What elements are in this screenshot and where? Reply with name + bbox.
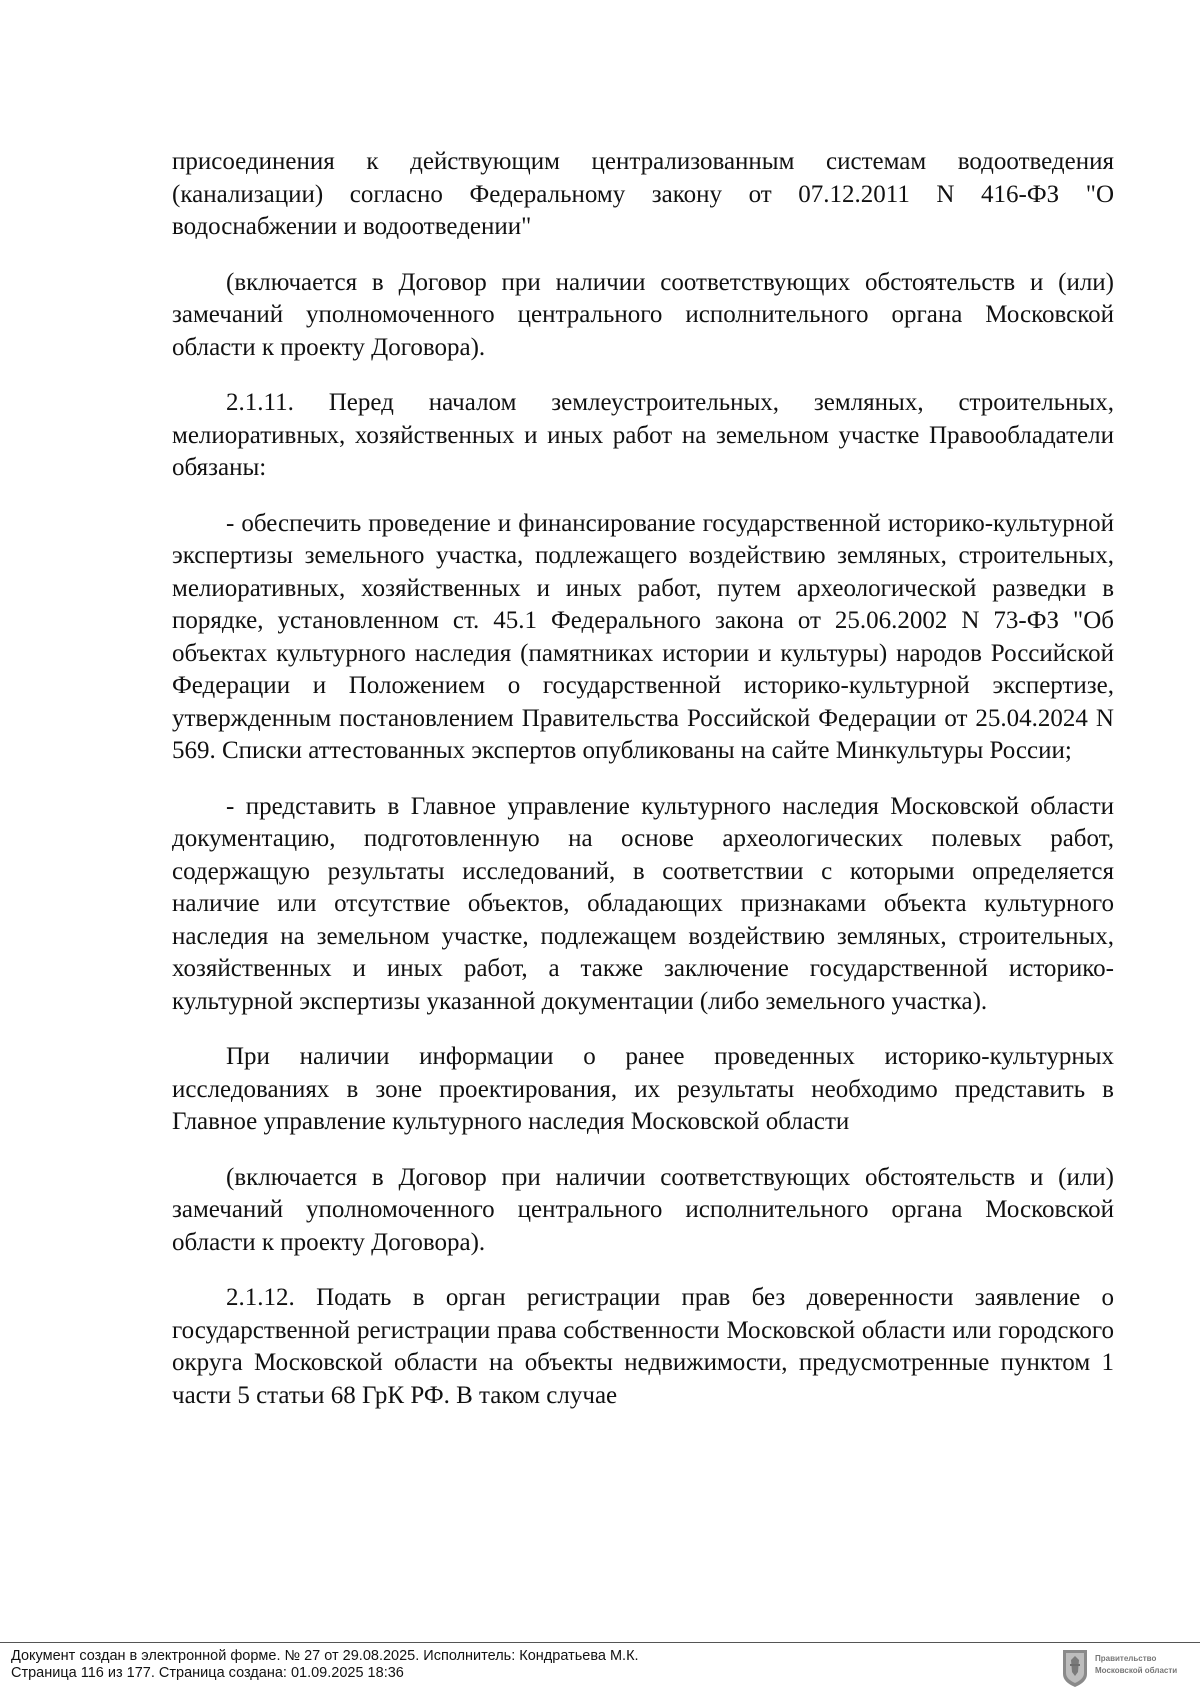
- footer-document-info: Документ создан в электронной форме. № 27 от 29.08.2025. Исполнитель: Кондратьева М.К.: [11, 1648, 639, 1664]
- coat-of-arms-icon: [1061, 1648, 1089, 1688]
- document-body: [172, 146, 1114, 1435]
- paragraph-clause-2-1-12: 2.1.12. Подать в орган регистрации прав без доверенности заявление о государственной регистрации права собственности Московской области или городского округа Московской области на объекты недвижимости, предусмотренные пунктом 1 части 5 статьи 68 ГрК РФ. В таком случае: [172, 1284, 1114, 1409]
- paragraph-clause-2-1-11: 2.1.11. Перед началом землеустроительных, земляных, строительных, мелиоративных, хозяйственных и иных работ на земельном участке Правообладатели обязаны:: [172, 389, 1114, 481]
- paragraph-note: (включается в Договор при наличии соответствующих обстоятельств и (или) замечаний уполномоченного центрального исполнительного органа Московской области к проекту Договора).: [172, 268, 1114, 361]
- paragraph-continuation: присоединения к действующим централизованным системам водоотведения (канализации) согласно Федеральному закону от 07.12.2011 N 416-ФЗ "О водоснабжении и водоотведении": [172, 148, 1114, 240]
- paragraph-bullet-expertise: - обеспечить проведение и финансирование государственной историко-культурной экспертизы земельного участка, подлежащего воздействию земляных, строительных, мелиоративных, хозяйственных и иных работ, путем археологической разведки в порядке, установленном ст. 45.1 Федерального закона от 25.06.2002 N 73-ФЗ "Об объектах культурного наследия (памятниках истории и культуры) народов Российской Федерации и Положением о государственной историко-культурной экспертизе, утвержденным постановлением Правительства Российской Федерации от 25.04.2024 N 569. Списки аттестованных экспертов опубликованы на сайте Минкультуры России;: [172, 509, 1114, 764]
- paragraph-prior-research: При наличии информации о ранее проведенных историко-культурных исследованиях в зоне проектирования, их результаты необходимо представить в Главное управление культурного наследия Московской области: [172, 1043, 1114, 1135]
- footer-page-info: Страница 116 из 177. Страница создана: 01.09.2025 18:36: [11, 1665, 404, 1681]
- government-logo: [1061, 1646, 1191, 1690]
- footer-divider: [0, 1642, 1200, 1643]
- paragraph-bullet-documentation: - представить в Главное управление культурного наследия Московской области документацию, подготовленную на основе археологических полевых работ, содержащую результаты исследований, в соответствии с которыми определяется наличие или отсутствие объектов, обладающих признаками объекта культурного наследия на земельном участке, подлежащем воздействию земляных, строительных, хозяйственных и иных работ, а также заключение государственной историко-культурной экспертизы указанной документации (либо земельного участка).: [172, 792, 1114, 1015]
- footer: [11, 1648, 639, 1682]
- paragraph-note: (включается в Договор при наличии соответствующих обстоятельств и (или) замечаний уполномоченного центрального исполнительного органа Московской области к проекту Договора).: [172, 1163, 1114, 1256]
- logo-caption: Правительство Московской области: [1095, 1654, 1178, 1675]
